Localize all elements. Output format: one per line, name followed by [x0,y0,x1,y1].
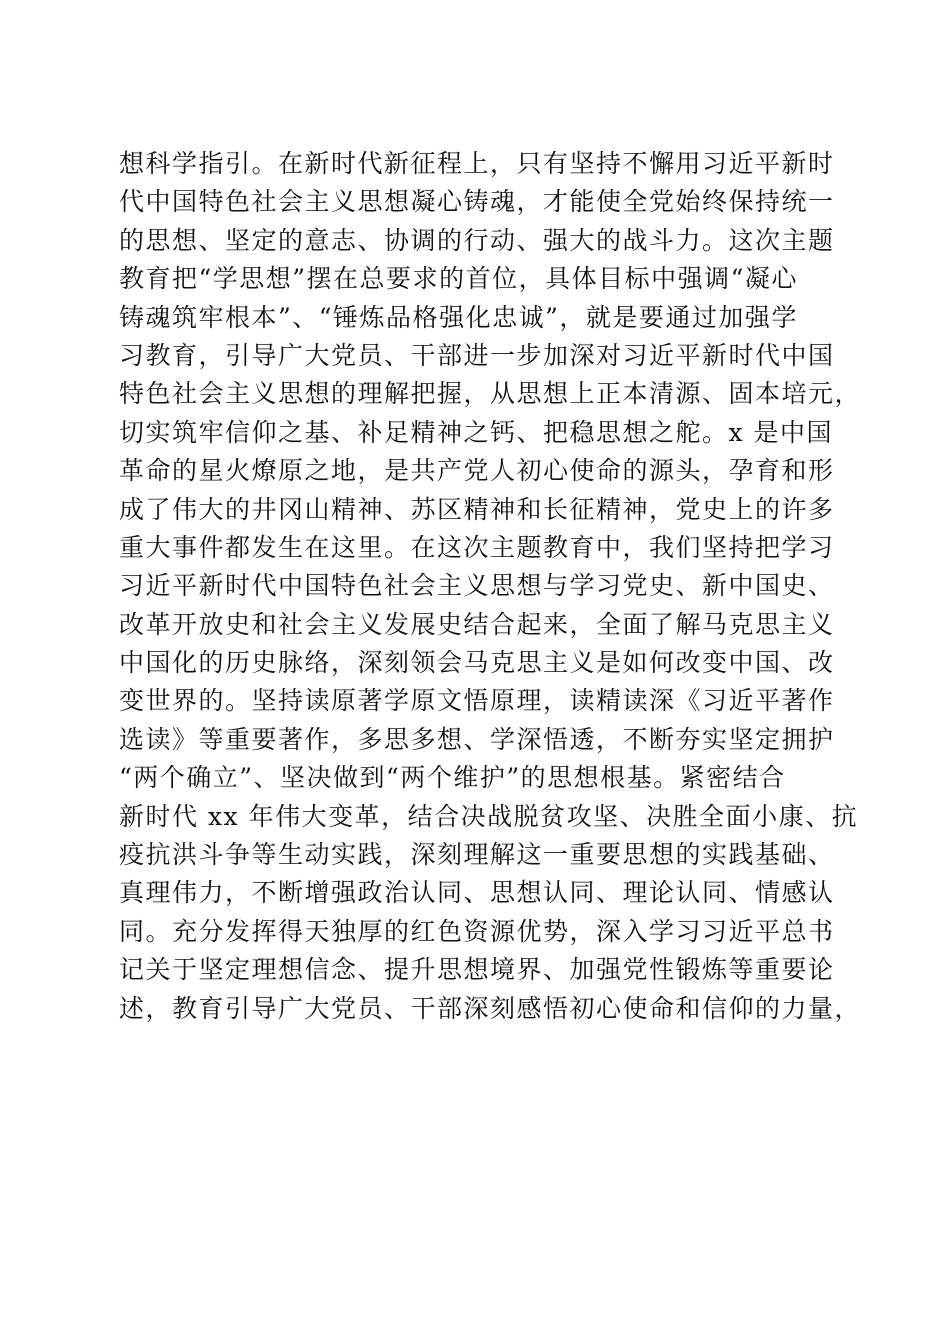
text-line: 疫抗洪斗争等生动实践，深刻理解这一重要思想的实践基础、 [119,840,835,870]
text-line: 改革开放史和社会主义发展史结合起来，全面了解马克思主义 [119,609,835,639]
text-line: 教育把“学思想”摆在总要求的首位，具体目标中强调“凝心 [119,264,798,294]
text-line: 代中国特色社会主义思想凝心铸魂，才能使全党始终保持统一 [119,187,835,217]
text-line: 习近平新时代中国特色社会主义思想与学习党史、新中国史、 [119,571,835,601]
text-line: 记关于坚定理想信念、提升思想境界、加强党性锻炼等重要论 [119,955,835,985]
text-line: 成了伟大的井冈山精神、苏区精神和长征精神，党史上的许多 [119,494,835,524]
text-line: 想科学指引。在新时代新征程上，只有坚持不懈用习近平新时 [119,149,835,178]
text-line: 述，教育引导广大党员、干部深刻感悟初心使命和信仰的力量， [119,993,862,1023]
text-line: 切实筑牢信仰之基、补足精神之钙、把稳思想之舵。x 是中国 [119,417,834,447]
text-line: 新时代 xx 年伟大变革，结合决战脱贫攻坚、决胜全面小康、抗 [119,801,859,831]
text-line: 真理伟力，不断增强政治认同、思想认同、理论认同、情感认 [119,878,835,908]
body-paragraph [119,145,862,1028]
text-line: 选读》等重要著作，多思多想、学深悟透，不断夯实坚定拥护 [119,724,835,754]
text-line: “两个确立”、坚决做到“两个维护”的思想根基。紧密结合 [119,763,786,793]
text-line: 革命的星火燎原之地，是共产党人初心使命的源头，孕育和形 [119,456,835,486]
text-line: 特色社会主义思想的理解把握，从思想上正本清源、固本培元， [119,379,862,409]
text-line: 铸魂筑牢根本”、“锤炼品格强化忠诚”，就是要通过加强学 [119,302,798,332]
text-line: 重大事件都发生在这里。在这次主题教育中，我们坚持把学习 [119,532,835,562]
text-line: 变世界的。坚持读原著学原文悟原理，读精读深《习近平著作 [119,686,835,716]
text-line: 同。充分发挥得天独厚的红色资源优势，深入学习习近平总书 [119,916,835,946]
text-line: 中国化的历史脉络，深刻领会马克思主义是如何改变中国、改 [119,648,835,678]
text-line: 习教育，引导广大党员、干部进一步加深对习近平新时代中国 [119,340,835,370]
text-line: 的思想、坚定的意志、协调的行动、强大的战斗力。这次主题 [119,225,835,255]
